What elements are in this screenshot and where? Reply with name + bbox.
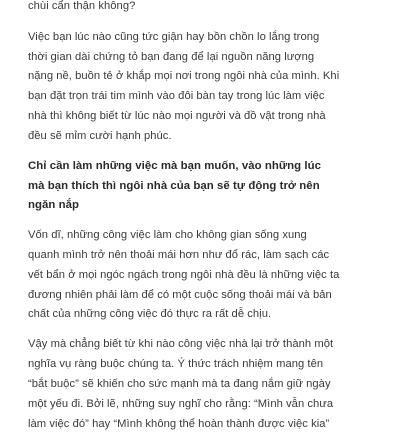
text-line: Việc bạn lúc nào cũng tức giận hay bồn chồn lo lắng trong	[28, 30, 320, 43]
text-line: Vậy mà chẳng biết từ khi nào công việc nhà lại trở thành một	[28, 338, 334, 351]
paragraph	[28, 0, 376, 17]
text-line: nghĩa vụ ràng buộc chúng ta. Ý thức trách nhiệm mang tên	[28, 358, 324, 371]
heading-line: Chỉ cần làm những việc mà bạn muốn, vào những lúc	[28, 159, 321, 172]
text-line: nặng nề, buồn tẻ ở khắp mọi nơi trong ngôi nhà của mình. Khi	[28, 70, 340, 83]
paragraph	[28, 28, 376, 147]
heading-line: ngăn nắp	[28, 199, 80, 212]
paragraph	[28, 226, 376, 325]
text-line: bạn đặt trọn trái tim mình vào đôi bàn tay trong lúc làm việc	[28, 90, 325, 103]
text-line: đều sẽ mỉm cười hạnh phúc.	[28, 129, 172, 142]
text-line: đương nhiên phải làm để có một cuộc sống thoải mái và bản	[28, 288, 332, 301]
heading-line: mà bạn thích thì ngôi nhà của bạn sẽ tự động trở nên	[28, 179, 320, 192]
text-line: Vốn dĩ, những công việc làm cho không gian sống xung	[28, 229, 307, 242]
text-line: quanh mình trở nên thoải mái hơn như đổ rác, làm sạch các	[28, 248, 330, 261]
text-line: chất của những công việc đó thực ra rất dễ chịu.	[28, 308, 272, 321]
text-line: nhà thì không biết từ lúc nào mọi người và đồ vật trong nhà	[28, 109, 326, 122]
text-line: “bắt buộc” sẽ khiến cho sức mạnh mà ta đang nắm giữ ngày	[28, 377, 331, 390]
text-line: chùi cẩn thận không?	[28, 0, 136, 12]
text-line: một yếu đi. Bởi lẽ, những suy nghĩ cho rằng: “Mình vẫn chưa	[28, 397, 334, 410]
text-line: vết bẩn ở mọi ngóc ngách trong ngôi nhà đều là những việc ta	[28, 268, 340, 281]
text-line: thời gian dài chứng tỏ bạn đang để lại nguồn năng lượng	[28, 50, 315, 63]
text-line: làm việc đó” hay “Mình không thể hoàn thành được việc kia”	[28, 417, 330, 430]
paragraph	[28, 335, 376, 434]
section-heading	[28, 157, 376, 216]
